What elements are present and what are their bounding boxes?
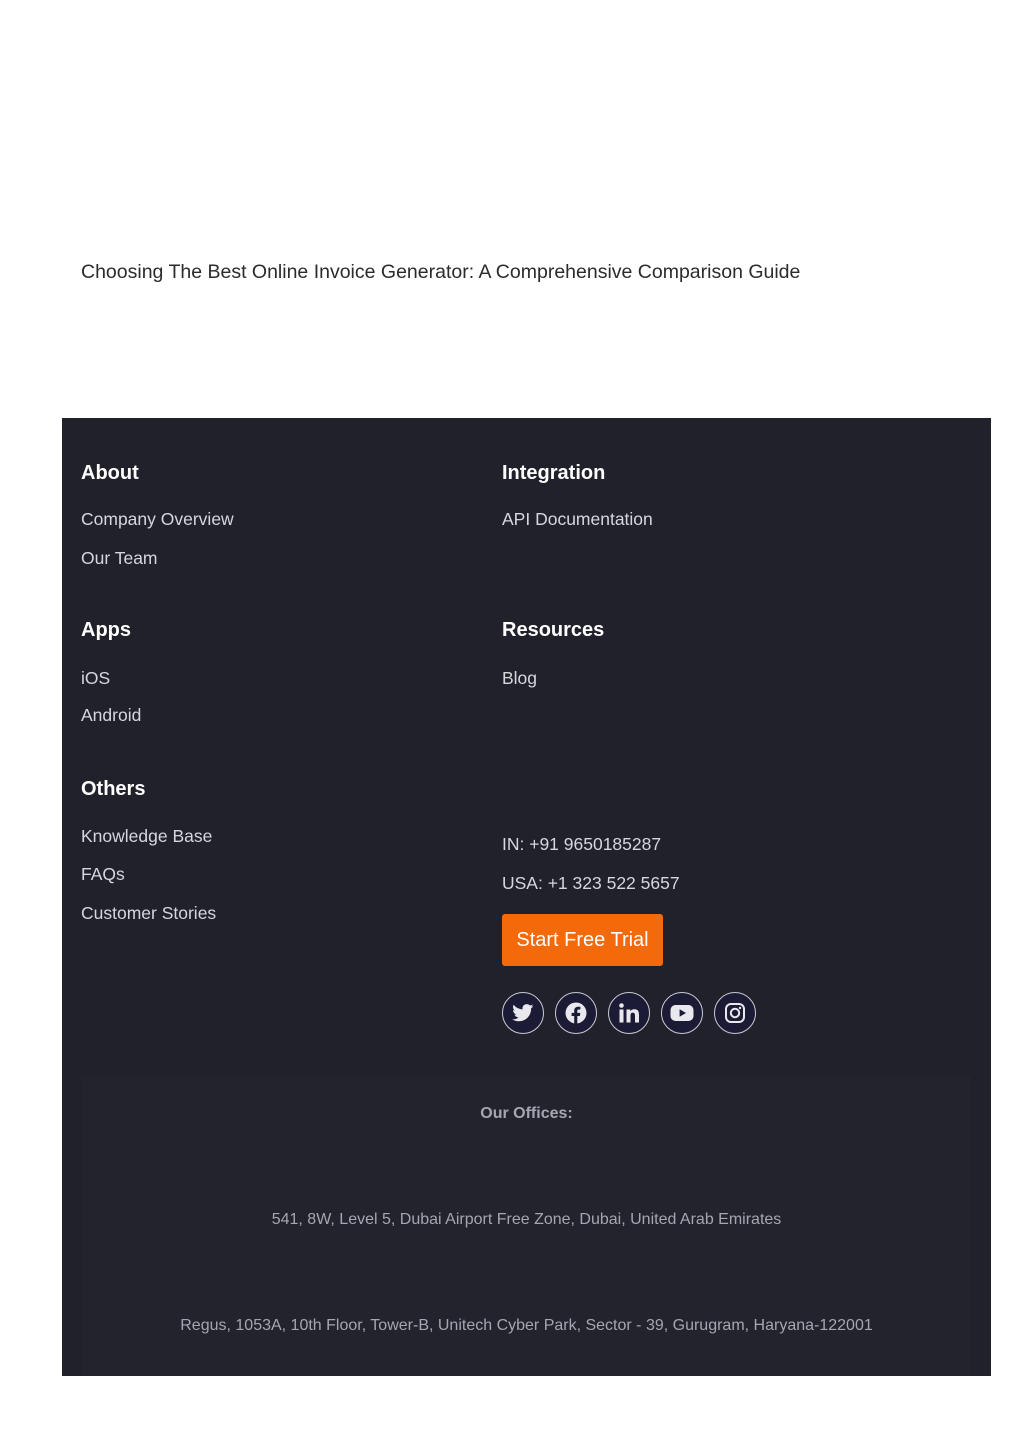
- resources-heading: Resources: [502, 619, 605, 641]
- india-phone-number: IN: +91 9650185287: [502, 834, 662, 854]
- blog-link[interactable]: Blog: [502, 668, 538, 688]
- linkedin-icon[interactable]: [608, 992, 650, 1034]
- offices-heading: Our Offices:: [480, 1105, 573, 1122]
- api-documentation-link[interactable]: API Documentation: [502, 509, 653, 529]
- about-heading: About: [81, 462, 139, 484]
- customer-stories-link[interactable]: Customer Stories: [81, 903, 217, 923]
- twitter-icon[interactable]: [502, 992, 544, 1034]
- android-app-link[interactable]: Android: [81, 705, 142, 725]
- knowledge-base-link[interactable]: Knowledge Base: [81, 826, 213, 846]
- youtube-icon[interactable]: [661, 992, 703, 1034]
- integration-heading: Integration: [502, 462, 606, 484]
- article-title-link[interactable]: Choosing The Best Online Invoice Generator: A Comprehensive Comparison Guide: [81, 261, 801, 283]
- our-team-link[interactable]: Our Team: [81, 548, 158, 568]
- gurugram-office-address: Regus, 1053A, 10th Floor, Tower-B, Unitech Cyber Park, Sector - 39, Gurugram, Haryana-122001: [180, 1317, 873, 1334]
- instagram-icon[interactable]: [714, 992, 756, 1034]
- others-heading: Others: [81, 778, 146, 800]
- offices-section: [82, 1076, 971, 1376]
- start-free-trial-button[interactable]: Start Free Trial: [502, 914, 663, 966]
- dubai-office-address: 541, 8W, Level 5, Dubai Airport Free Zone, Dubai, United Arab Emirates: [271, 1211, 782, 1228]
- facebook-icon[interactable]: [555, 992, 597, 1034]
- apps-heading: Apps: [81, 619, 131, 641]
- ios-app-link[interactable]: iOS: [81, 668, 111, 688]
- site-footer: [62, 418, 991, 1376]
- faqs-link[interactable]: FAQs: [81, 864, 125, 884]
- usa-phone-number: USA: +1 323 522 5657: [502, 873, 680, 893]
- company-overview-link[interactable]: Company Overview: [81, 509, 234, 529]
